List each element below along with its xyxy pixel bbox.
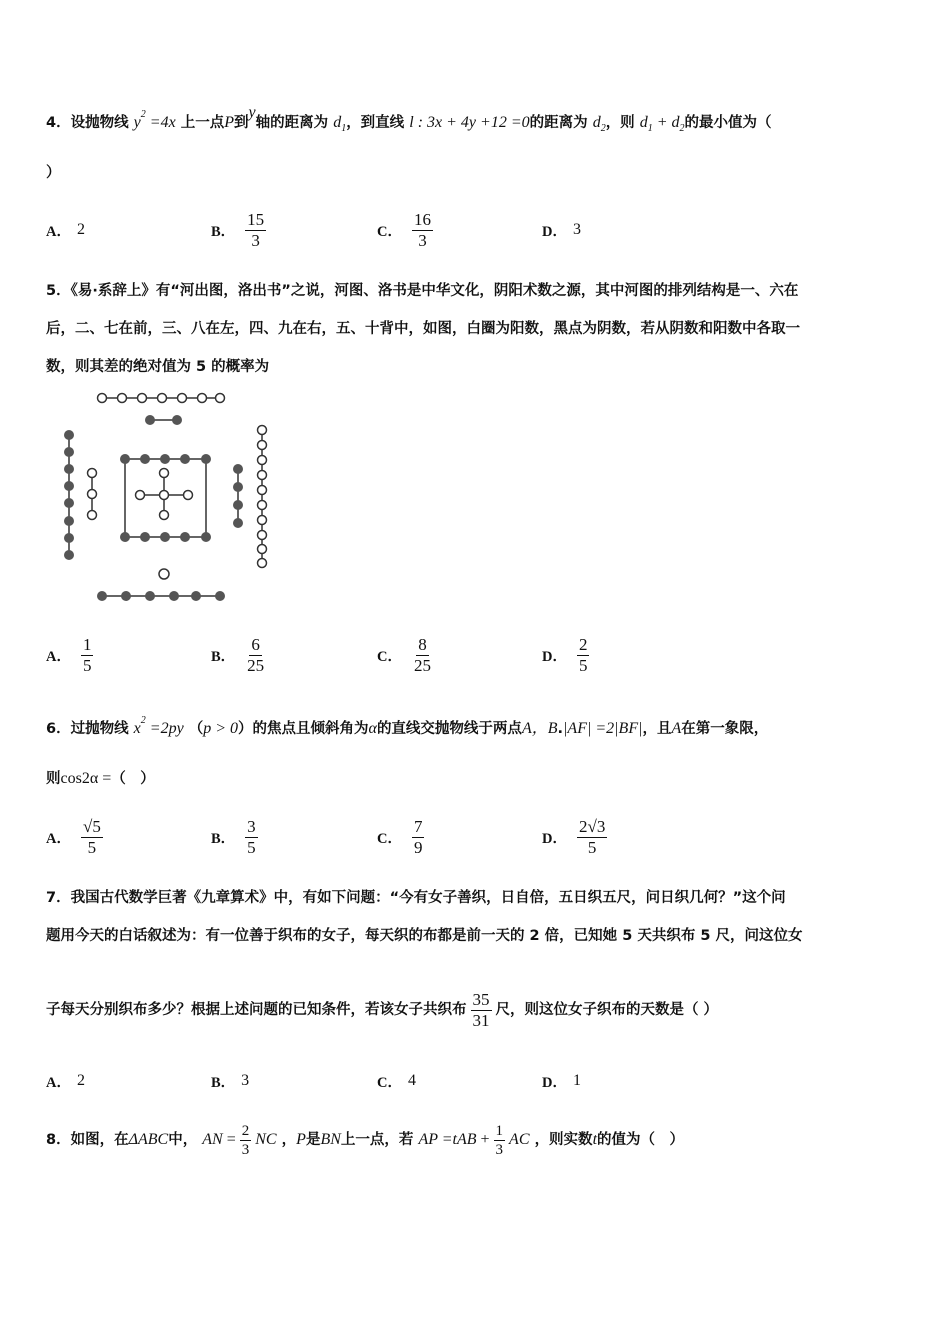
q5-option-d-fraction [577, 635, 590, 676]
q6-option-a-den: 5 [87, 837, 97, 857]
q4-option-c-num: 16 [413, 209, 431, 229]
q4-text-1: 设抛物线 [70, 115, 129, 131]
q6-point-a: A [671, 720, 682, 737]
q6-condition: p > 0 [203, 720, 239, 737]
q4-d1-symbol: d [333, 114, 342, 131]
q6-option-a-num: √5 [82, 816, 101, 836]
q7-line-3 [46, 985, 912, 1035]
q8-vector-ab: AB [456, 1131, 477, 1148]
q4-close-paren [46, 154, 912, 192]
q8-vector-an: AN [202, 1131, 223, 1148]
q8-vector-ac: AC [509, 1131, 530, 1148]
q8-number: 8． [46, 1132, 71, 1148]
q6-option-b-fraction [245, 817, 258, 858]
question-6 [46, 710, 912, 750]
q7-line-2: 题用今天的白话叙述为：有一位善于织布的女子，每天织的布都是前一天的 2 倍，已知她 5 天共织布 5 尺，问这位女 [46, 928, 803, 944]
q4-option-b-num: 15 [247, 209, 265, 229]
q4-axis-y: y [248, 104, 256, 121]
q4-d1 [333, 114, 347, 134]
q8-text-2: 中， [168, 1132, 198, 1148]
q6-option-d[interactable] [542, 812, 611, 862]
q8-equals-t: =t [437, 1131, 457, 1148]
q6-parabola-x: x [133, 720, 141, 737]
q6-cos: cos2α = [60, 770, 112, 787]
q4-text-7: ，则 [605, 115, 635, 131]
q5-options [46, 630, 912, 680]
q5-line-2: 后，二、七在前，三、八在左，四、九在右，五、十背中，如图，白圈为阳数，黑点为阴数，若从阴数和阳数中各取一 [46, 321, 800, 337]
q8-fraction-2-num: 1 [495, 1122, 504, 1139]
q6-option-d-fraction [577, 817, 607, 858]
q8-plus: + [476, 1131, 490, 1148]
q5-option-c[interactable] [377, 630, 437, 680]
q8-vector-nc: NC [255, 1131, 277, 1148]
q4-option-b[interactable] [211, 205, 270, 255]
q7-option-c-label: C． [377, 1074, 402, 1091]
q6-option-b[interactable] [211, 812, 262, 862]
q6-option-a-fraction [81, 817, 103, 858]
q5-line-1: 5．《易·系辞上》有“河出图，洛出书”之说，河图、洛书是中华文化，阴阳术数之源，其中河图的排列结构是一、六在 [46, 283, 799, 299]
q6-option-b-den: 5 [247, 837, 256, 857]
q6-text-4: 的直线交抛物线于两点 [376, 721, 522, 737]
q5-option-c-label: C． [377, 648, 402, 665]
q4-sum [639, 114, 685, 134]
hetu-black-dots [64, 415, 243, 601]
q4-option-a-value: 2 [76, 221, 85, 238]
q5-line-3: 数，则其差的绝对值为 5 的概率为 [46, 359, 270, 375]
q7-options [46, 1056, 912, 1106]
q5-option-b[interactable] [211, 630, 270, 680]
q7-option-d-label: D． [542, 1074, 567, 1091]
q7-option-a[interactable] [46, 1056, 85, 1106]
q8-text-5: 上一点，若 [340, 1132, 414, 1148]
q6-alpha: α [368, 720, 377, 737]
q5-option-d-num: 2 [578, 634, 588, 654]
question-7 [46, 879, 912, 955]
q4-d2-sub: 2 [600, 123, 606, 134]
q7-option-b-label: B． [211, 1074, 236, 1091]
q6-relation: |AF| =2|BF| [563, 720, 643, 737]
q7-option-a-label: A． [46, 1074, 71, 1091]
q4-text-9: ） [46, 165, 61, 181]
q8-fraction-2-den: 3 [495, 1141, 504, 1158]
q7-option-d-value: 1 [572, 1072, 581, 1089]
q7-option-c-value: 4 [407, 1072, 416, 1089]
q4-option-a-label: A． [46, 223, 71, 240]
q4-option-b-den: 3 [251, 230, 260, 250]
q7-option-a-value: 2 [76, 1072, 85, 1089]
q4-sum-d1: d [639, 114, 648, 131]
q6-text-3: ）的焦点且倾斜角为 [238, 721, 369, 737]
q5-option-a[interactable] [46, 630, 97, 680]
q4-option-d-label: D． [542, 223, 567, 240]
q4-sum-plus: + [652, 114, 672, 131]
q4-option-b-fraction [245, 210, 266, 251]
question-8 [46, 1113, 912, 1167]
q5-option-b-fraction [245, 635, 266, 676]
question-5 [46, 272, 912, 386]
q8-fraction-2 [494, 1122, 506, 1159]
q4-text-8: 的最小值为（ [684, 115, 772, 131]
q4-parabola-exp: 2 [140, 109, 146, 120]
q4-option-c-den: 3 [418, 230, 427, 250]
q4-options [46, 205, 912, 255]
q7-text-2: 尺，则这位女子织布的天数是（ ） [495, 1002, 719, 1018]
q6-option-c-fraction [412, 817, 425, 858]
q4-line-equation: l : 3x + 4y +12 =0 [409, 114, 530, 131]
q4-option-c-fraction [412, 210, 433, 251]
q8-triangle: ΔABC [128, 1131, 169, 1148]
q8-variable-t: t [592, 1131, 598, 1148]
q5-option-d-den: 5 [578, 655, 588, 675]
q5-option-a-fraction [81, 635, 94, 676]
q8-text-1: 如图，在 [70, 1132, 129, 1148]
q7-line-1: 7．我国古代数学巨著《九章算术》中，有如下问题：“今有女子善织，日自倍，五日织五尺，问日织几何？”这个问 [46, 890, 786, 906]
q6-text-2: （ [188, 721, 204, 737]
q5-option-a-num: 1 [82, 634, 92, 654]
q4-text-6: 的距离为 [529, 115, 588, 131]
q5-option-a-label: A． [46, 648, 71, 665]
q4-text-2: 上一点 [180, 115, 225, 131]
q4-d2-symbol: d [592, 114, 601, 131]
q6-option-d-den: 5 [587, 837, 597, 857]
q4-option-c-label: C． [377, 223, 402, 240]
q8-segment-bn: BN [320, 1131, 341, 1148]
q4-sum-d2-sub: 2 [679, 123, 685, 134]
q4-d1-sub: 1 [341, 123, 347, 134]
q4-option-a[interactable] [46, 205, 85, 255]
q6-text-6: 在第一象限， [681, 721, 769, 737]
q6-dot: . [557, 721, 564, 737]
q8-text-3: ， [281, 1132, 297, 1148]
q4-number: 4． [46, 115, 71, 131]
q4-text-5: ，到直线 [346, 115, 405, 131]
question-4 [46, 104, 912, 144]
q5-option-b-label: B． [211, 648, 236, 665]
q6-option-c-den: 9 [413, 837, 423, 857]
q4-option-b-label: B． [211, 223, 236, 240]
q4-option-d[interactable] [542, 205, 581, 255]
q6-parabola-exp: 2 [140, 715, 146, 726]
q6-text-8: （ ） [111, 771, 155, 787]
q6-text-1: 过抛物线 [70, 721, 129, 737]
q4-text-4: 轴的距离为 [255, 115, 329, 131]
q4-sum-d2: d [671, 114, 680, 131]
q4-parabola-rhs: =4x [145, 114, 176, 131]
q6-number: 6． [46, 721, 71, 737]
q8-point-p: P [296, 1131, 306, 1148]
q6-points: A，B [521, 720, 558, 737]
q6-option-c[interactable] [377, 812, 428, 862]
q5-option-b-num: 6 [251, 634, 260, 654]
q8-text-6: ，则实数 [534, 1132, 593, 1148]
q4-point-p: P [224, 114, 235, 131]
q4-parabola-lhs: y [133, 114, 141, 131]
q6-option-a[interactable] [46, 812, 107, 862]
q7-text-1: 子每天分别织布多少？根据上述问题的已知条件，若该女子共织布 [46, 1002, 467, 1018]
q8-fraction-1-den: 3 [241, 1141, 250, 1158]
q6-option-d-num: 2√3 [578, 816, 606, 836]
q6-option-c-label: C． [377, 830, 402, 847]
q5-option-c-fraction [412, 635, 433, 676]
q5-option-c-den: 25 [413, 655, 431, 675]
q4-parabola [133, 109, 176, 131]
q4-option-d-value: 3 [572, 221, 581, 238]
q7-fraction-den: 31 [472, 1010, 490, 1030]
q7-fraction [471, 990, 492, 1031]
q8-text-4: 是 [305, 1132, 321, 1148]
q6-option-a-label: A． [46, 830, 71, 847]
q4-d2 [592, 114, 606, 134]
q5-option-c-num: 8 [418, 634, 427, 654]
q6-text-5: ，且 [642, 721, 672, 737]
q6-text-7: 则 [46, 771, 61, 787]
q6-parabola-eq: =2py [145, 720, 184, 737]
q7-option-c[interactable] [377, 1056, 416, 1106]
hetu-diagram [50, 385, 290, 617]
q6-line-2 [46, 760, 912, 798]
q8-vector-ap: AP [418, 1131, 438, 1148]
q6-option-c-num: 7 [413, 816, 423, 836]
q6-option-d-label: D． [542, 830, 567, 847]
q6-option-b-label: B． [211, 830, 236, 847]
q7-option-b-value: 3 [241, 1072, 250, 1089]
q8-text-7: 的值为（ ） [597, 1132, 685, 1148]
q5-option-b-den: 25 [247, 655, 265, 675]
q4-text-3: 到 [234, 115, 249, 131]
q6-option-b-num: 3 [247, 816, 256, 836]
q4-option-c[interactable] [377, 205, 437, 255]
q5-option-a-den: 5 [82, 655, 92, 675]
q7-fraction-num: 35 [472, 989, 490, 1009]
q7-option-d[interactable] [542, 1056, 581, 1106]
q6-options [46, 812, 912, 862]
q8-fraction-1 [240, 1122, 252, 1159]
q7-option-b[interactable] [211, 1056, 249, 1106]
q4-sum-d1-sub: 1 [647, 123, 653, 134]
q8-equals: = [222, 1131, 236, 1148]
q5-option-d-label: D． [542, 648, 567, 665]
q8-fraction-1-num: 2 [241, 1122, 250, 1139]
q5-option-d[interactable] [542, 630, 593, 680]
q6-parabola [133, 715, 184, 737]
